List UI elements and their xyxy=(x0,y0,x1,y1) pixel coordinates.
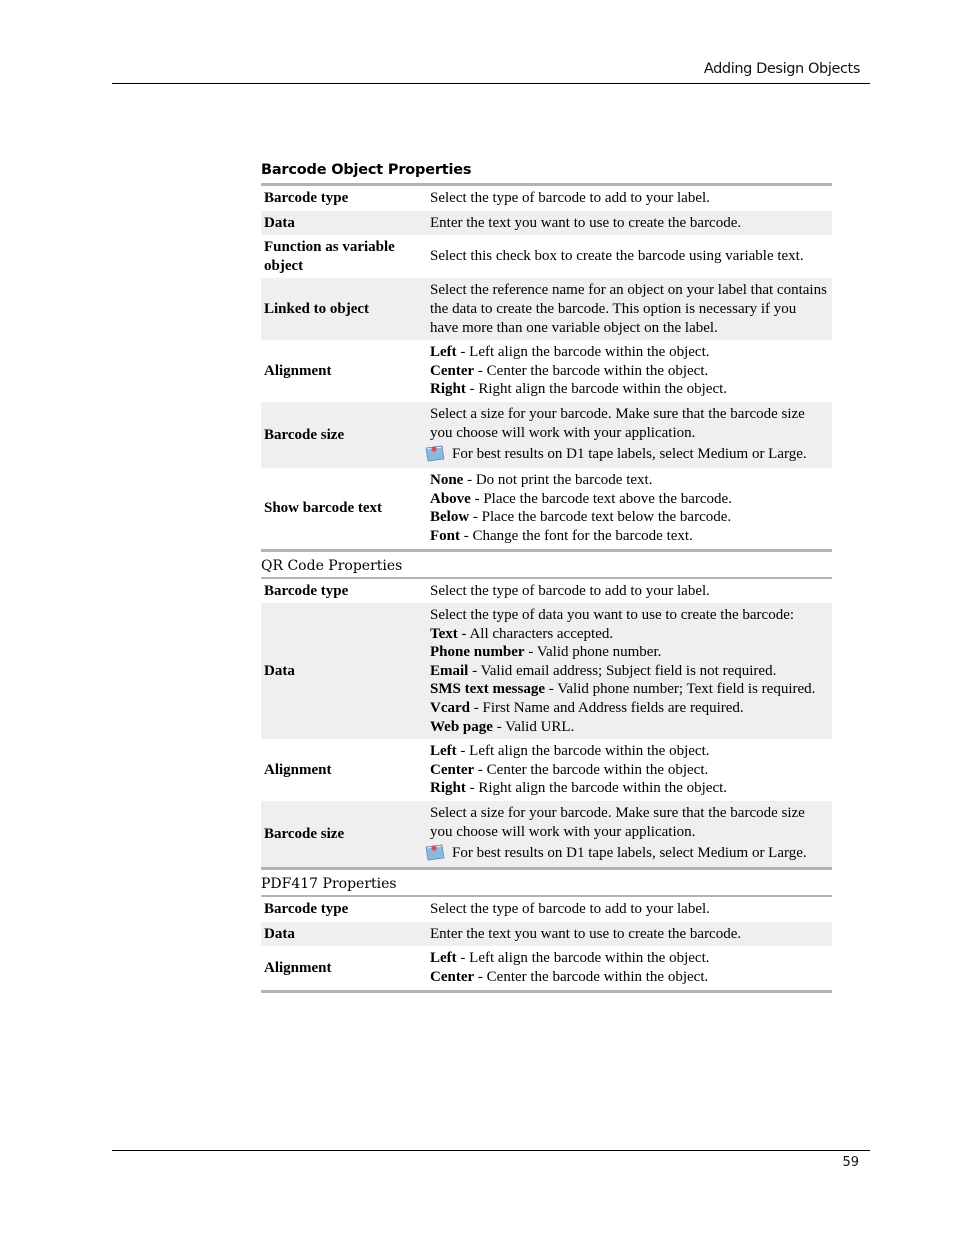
row-description: Select the type of barcode to add to your label. xyxy=(430,901,710,918)
row-description xyxy=(423,739,832,801)
note-text: For best results on D1 tape labels, select Medium or Large. xyxy=(452,845,807,862)
row-label: Barcode size xyxy=(261,801,423,869)
row-label: Linked to object xyxy=(261,278,423,340)
list-item: Right - Right align the barcode within the object. xyxy=(430,381,728,398)
list-item: None - Do not print the barcode text. xyxy=(430,472,653,489)
row-label: Barcode type xyxy=(264,582,349,599)
list-item: Right - Right align the barcode within the object. xyxy=(430,780,728,797)
row-description xyxy=(423,946,832,991)
table-row xyxy=(261,739,832,801)
list-item: Left - Left align the barcode within the object. xyxy=(430,743,710,760)
list-item: Text - All characters accepted. xyxy=(430,625,614,642)
row-label: Data xyxy=(261,603,423,739)
list-item: Left - Left align the barcode within the object. xyxy=(430,344,710,361)
row-description: Select the type of barcode to add to your label. xyxy=(430,190,710,206)
row-label: Data xyxy=(261,211,423,236)
table-row xyxy=(261,211,832,236)
note xyxy=(430,444,828,465)
table-row xyxy=(261,402,832,468)
list-item: Center - Center the barcode within the object. xyxy=(430,761,709,778)
footer-rule xyxy=(112,1150,870,1151)
row-label: Alignment xyxy=(264,362,332,379)
table-row xyxy=(261,185,832,211)
list-item: Web page - Valid URL. xyxy=(430,718,575,735)
pdf417-properties-table xyxy=(261,895,832,992)
row-description: Select the reference name for an object on your label that contains the data to create the barcode. This option is necessary if you have more than one variable object on the label. xyxy=(423,278,832,340)
row-label: Alignment xyxy=(264,761,332,778)
table-row xyxy=(261,340,832,402)
pdf417-section-heading: PDF417 Properties xyxy=(261,876,397,893)
note-text: For best results on D1 tape labels, select Medium or Large. xyxy=(452,446,807,463)
table-row xyxy=(261,278,832,340)
barcode-section-heading: Barcode Object Properties xyxy=(261,162,472,178)
list-item: SMS text message - Valid phone number; Text field is required. xyxy=(430,681,816,698)
note-icon xyxy=(424,844,446,862)
list-item: Center - Center the barcode within the object. xyxy=(430,969,709,985)
row-description: Select a size for your barcode. Make sure that the barcode size you choose will work with your application. For best results on D1 tape labels, select Medium or Large. xyxy=(423,402,832,468)
row-label: Show barcode text xyxy=(264,500,383,517)
table-row xyxy=(261,578,832,604)
row-label: Barcode type xyxy=(264,901,349,918)
list-item: Email - Valid email address; Subject field is not required. xyxy=(430,662,777,679)
table-row xyxy=(261,235,832,278)
list-item: Left - Left align the barcode within the object. xyxy=(430,950,710,967)
page-content xyxy=(261,161,832,993)
row-label: Function as variable object xyxy=(264,239,395,274)
barcode-properties-table xyxy=(261,183,832,552)
row-label: Alignment xyxy=(264,959,332,976)
list-item: Above - Place the barcode text above the barcode. xyxy=(430,490,732,507)
note xyxy=(430,843,828,864)
page-header-title: Adding Design Objects xyxy=(703,61,860,77)
list-item: Below - Place the barcode text below the barcode. xyxy=(430,509,732,526)
table-row xyxy=(261,922,832,947)
qr-properties-table xyxy=(261,577,832,871)
list-item: Phone number - Valid phone number. xyxy=(430,644,662,661)
page-number: 59 xyxy=(842,1155,859,1170)
row-description: Enter the text you want to use to create the barcode. xyxy=(423,211,832,236)
row-label: Data xyxy=(261,922,423,947)
row-description: Select a size for your barcode. Make sure that the barcode size you choose will work with your application. For best results on D1 tape labels, select Medium or Large. xyxy=(423,801,832,869)
row-description xyxy=(423,340,832,402)
row-description: Select the type of data you want to use to create the barcode: Text - All characters accepted. Phone number - Valid phone number. Email - Valid email address; Subject field is not required. SMS text message - Valid phone number; Text field is required. Vcard - First Name and Address fields are required. Web page - Valid URL. xyxy=(423,603,832,739)
table-row xyxy=(261,801,832,869)
row-description xyxy=(423,468,832,550)
table-row xyxy=(261,896,832,922)
row-description: Select this check box to create the barcode using variable text. xyxy=(430,248,804,265)
table-row xyxy=(261,603,832,739)
list-item: Center - Center the barcode within the object. xyxy=(430,362,709,379)
list-item: Font - Change the font for the barcode text. xyxy=(430,527,693,544)
row-label: Barcode size xyxy=(261,402,423,468)
header-rule xyxy=(112,83,870,84)
note-icon xyxy=(424,445,446,463)
table-row xyxy=(261,946,832,991)
row-description: Select the type of barcode to add to your label. xyxy=(430,582,710,599)
qr-section-heading: QR Code Properties xyxy=(261,557,403,574)
table-row xyxy=(261,468,832,550)
row-description: Enter the text you want to use to create the barcode. xyxy=(423,922,832,947)
list-item: Vcard - First Name and Address fields are required. xyxy=(430,700,744,717)
row-label: Barcode type xyxy=(264,190,349,206)
